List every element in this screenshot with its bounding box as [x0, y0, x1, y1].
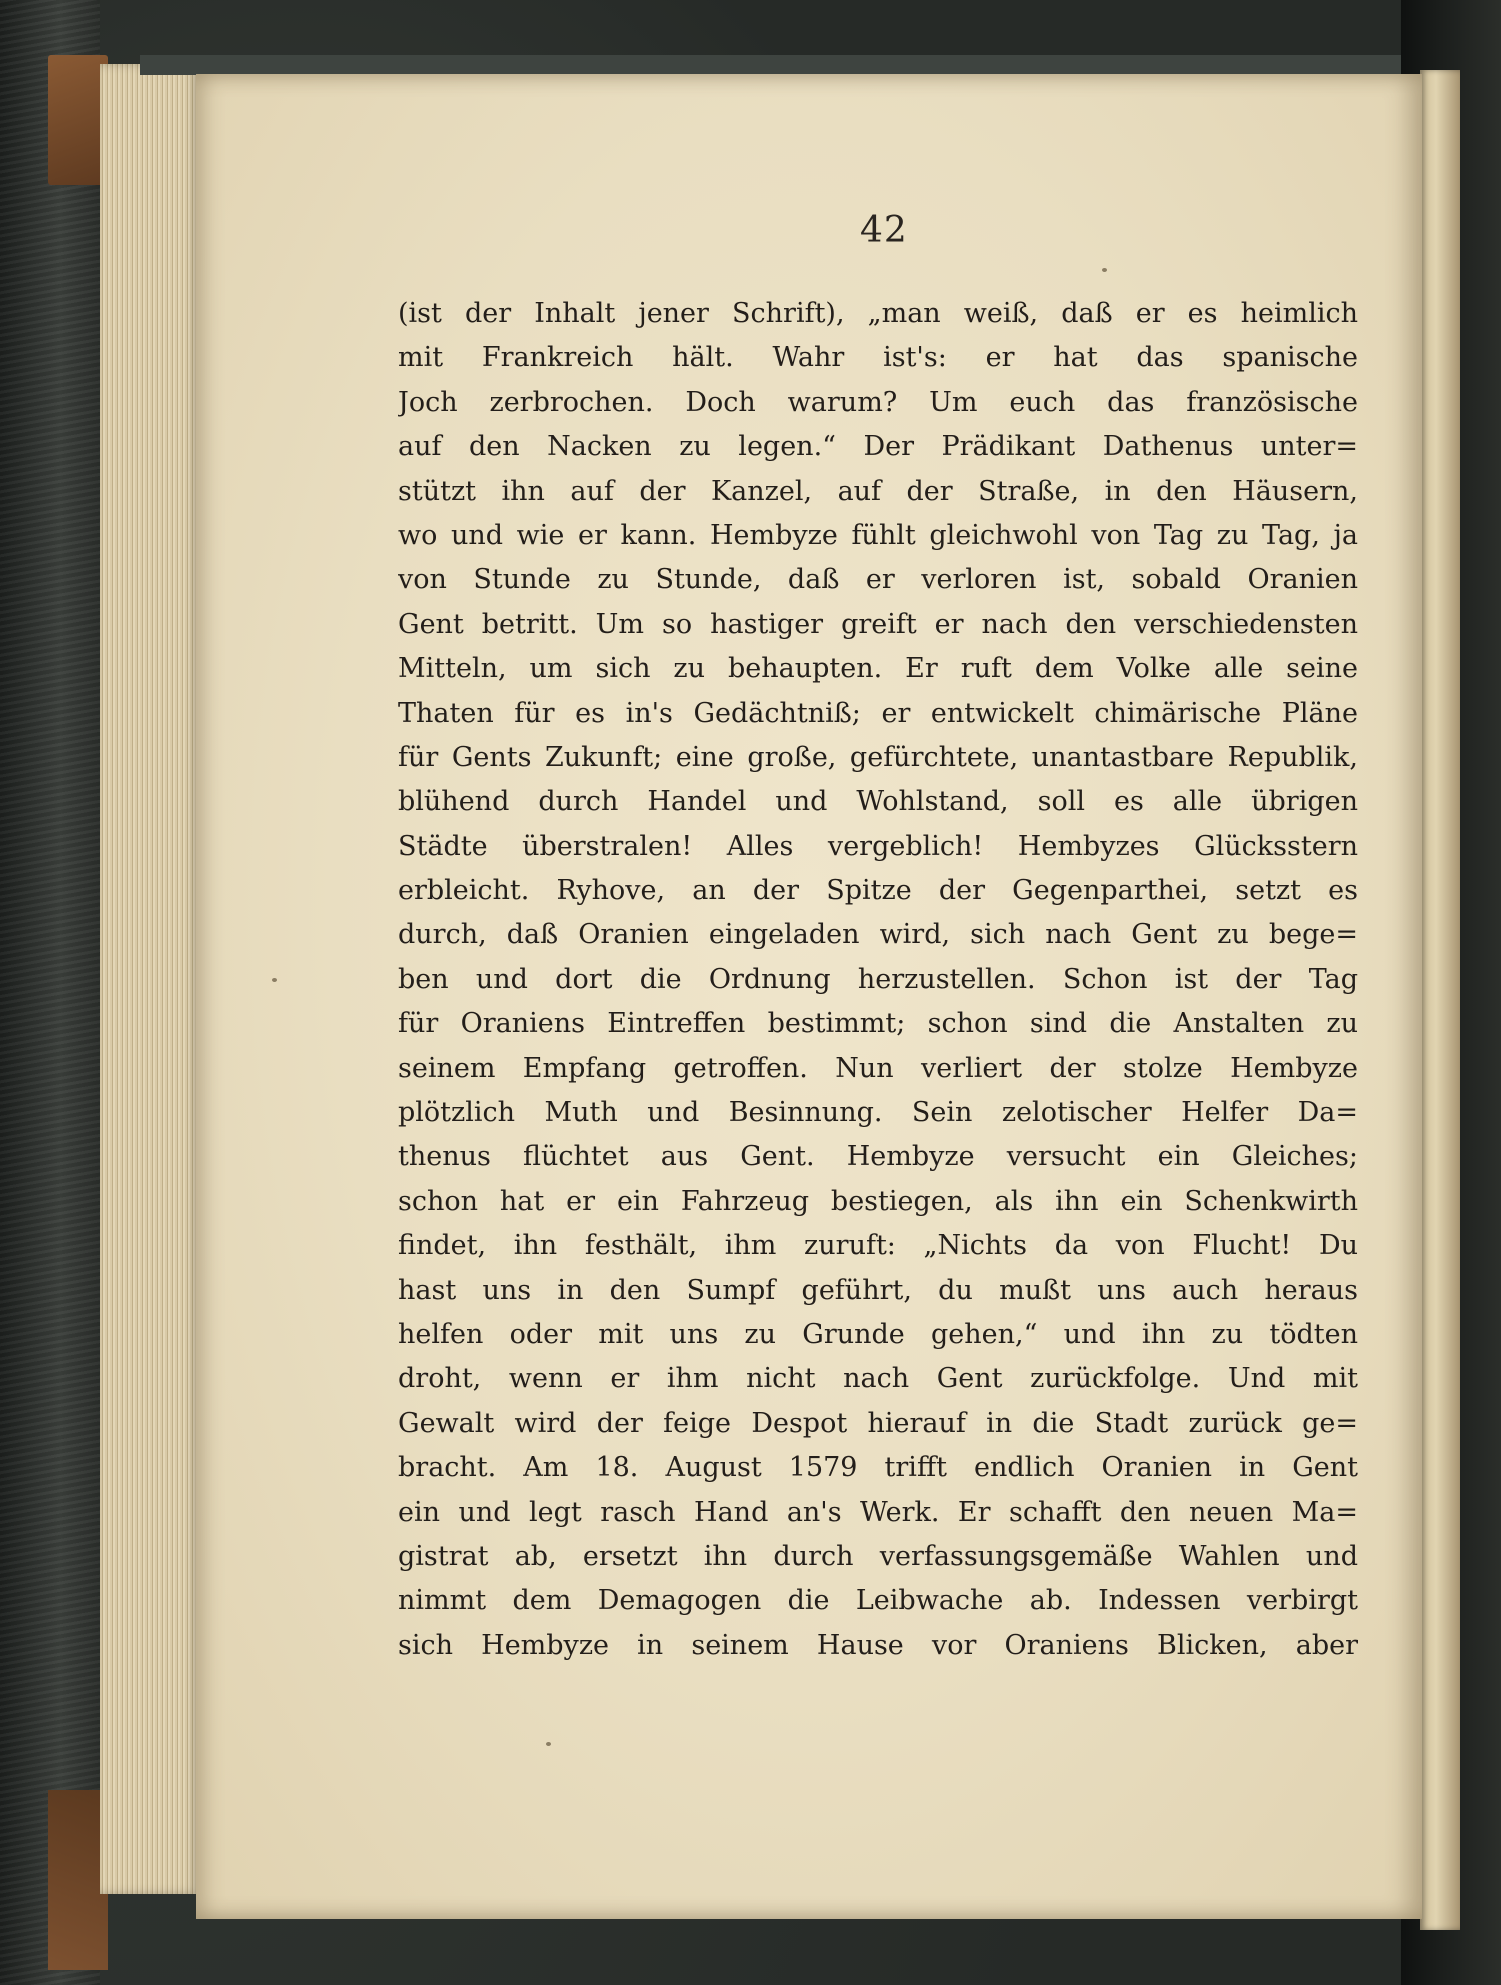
text-line: Gent betritt. Um so hastiger greift er nach den verschiedensten: [398, 608, 1358, 640]
text-line: erbleicht. Ryhove, an der Spitze der Gegenparthei, setzt es: [398, 875, 1358, 907]
text-line: gistrat ab, ersetzt ihn durch verfassungsgemäße Wahlen und: [398, 1540, 1358, 1572]
text-line: seinem Empfang getroffen. Nun verliert der stolze Hembyze: [398, 1052, 1358, 1084]
text-line: schon hat er ein Fahrzeug bestiegen, als ihn ein Schenkwirth: [398, 1185, 1358, 1217]
body-text: [398, 292, 1358, 1668]
text-line: ein und legt rasch Hand an's Werk. Er schafft den neuen Ma=: [398, 1496, 1358, 1528]
text-line: stützt ihn auf der Kanzel, auf der Straße, in den Häusern,: [398, 475, 1358, 507]
page-edge-right: [1420, 70, 1460, 1930]
text-line: für Gents Zukunft; eine große, gefürchtete, unantastbare Republik,: [398, 741, 1358, 773]
text-line: Gewalt wird der feige Despot hierauf in die Stadt zurück ge=: [398, 1407, 1358, 1439]
text-line: Thaten für es in's Gedächtniß; er entwickelt chimärische Pläne: [398, 697, 1358, 729]
text-line: hast uns in den Sumpf geführt, du mußt uns auch heraus: [398, 1274, 1358, 1306]
text-line: blühend durch Handel und Wohlstand, soll es alle übrigen: [398, 786, 1358, 818]
text-line: ben und dort die Ordnung herzustellen. Schon ist der Tag: [398, 963, 1358, 995]
text-line: durch, daß Oranien eingeladen wird, sich nach Gent zu bege=: [398, 919, 1358, 951]
left-cover-board: [0, 0, 100, 1985]
text-line: Joch zerbrochen. Doch warum? Um euch das französische: [398, 386, 1358, 418]
text-line: thenus flüchtet aus Gent. Hembyze versucht ein Gleiches;: [398, 1141, 1358, 1173]
leather-corner-bottom: [48, 1790, 108, 1970]
text-line: helfen oder mit uns zu Grunde gehen,“ und ihn zu tödten: [398, 1318, 1358, 1350]
text-line: wo und wie er kann. Hembyze fühlt gleichwohl von Tag zu Tag, ja: [398, 519, 1358, 551]
cover-top-band: [140, 55, 1430, 75]
text-line: Städte überstralen! Alles vergeblich! Hembyzes Glücksstern: [398, 830, 1358, 862]
text-line: nimmt dem Demagogen die Leibwache ab. Indessen verbirgt: [398, 1585, 1358, 1617]
text-line: mit Frankreich hält. Wahr ist's: er hat das spanische: [398, 342, 1358, 374]
paper-speck: [1102, 268, 1107, 272]
text-line: Mitteln, um sich zu behaupten. Er ruft dem Volke alle seine: [398, 653, 1358, 685]
text-line: plötzlich Muth und Besinnung. Sein zelotischer Helfer Da=: [398, 1097, 1358, 1129]
text-line: (ist der Inhalt jener Schrift), „man weiß, daß er es heimlich: [398, 298, 1358, 329]
paper-speck: [272, 978, 277, 982]
page-number-text: 42: [860, 210, 908, 251]
text-line: auf den Nacken zu legen.“ Der Prädikant Dathenus unter=: [398, 431, 1358, 463]
text-line: sich Hembyze in seinem Hause vor Oraniens Blicken, aber: [398, 1629, 1358, 1661]
text-line: für Oraniens Eintreffen bestimmt; schon sind die Anstalten zu: [398, 1008, 1358, 1040]
text-line: droht, wenn er ihm nicht nach Gent zurückfolge. Und mit: [398, 1363, 1358, 1395]
paper-speck: [546, 1742, 551, 1746]
page-stack-edge: [100, 64, 200, 1894]
page-number: [0, 210, 1226, 251]
leather-corner-top: [48, 55, 108, 185]
text-line: findet, ihn festhält, ihm zuruft: „Nichts da von Flucht! Du: [398, 1230, 1358, 1262]
text-line: von Stunde zu Stunde, daß er verloren ist, sobald Oranien: [398, 564, 1358, 596]
text-line: bracht. Am 18. August 1579 trifft endlich Oranien in Gent: [398, 1452, 1358, 1484]
